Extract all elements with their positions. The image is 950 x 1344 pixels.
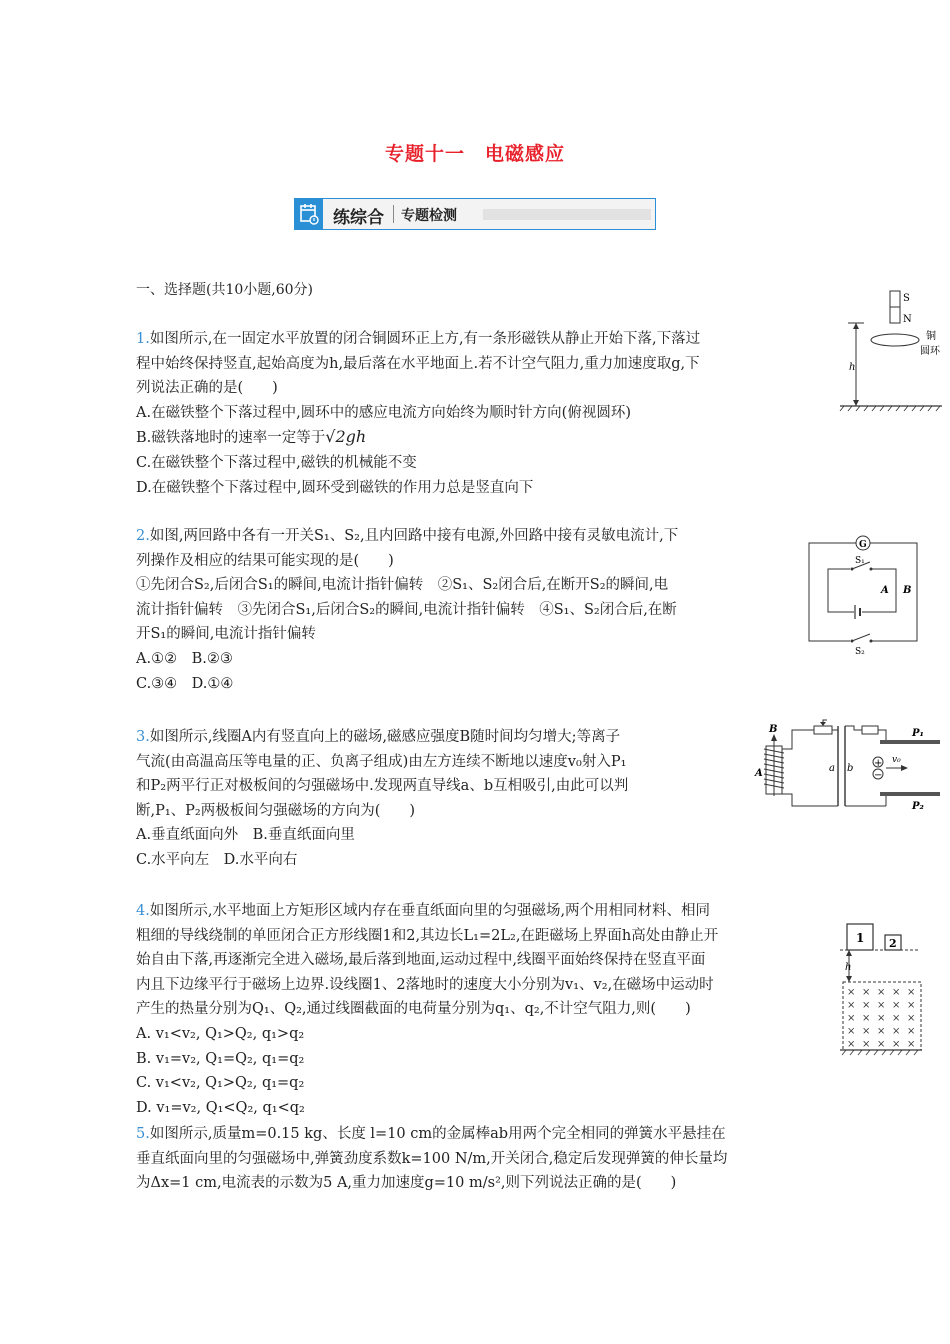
banner-main: 练综合 bbox=[333, 208, 384, 228]
label-wire-a: a bbox=[829, 763, 835, 774]
banner-divider bbox=[393, 205, 394, 223]
question-text: 内且下边缘平行于磁场上边界.设线圈1、2落地时的速度大小分别为v₁、v₂,在磁场中运动时 bbox=[136, 976, 714, 993]
question-text: 如图所示,线圈A内有竖直向上的磁场,磁感应强度B随时间均匀增大;等离子 bbox=[149, 729, 621, 745]
label-s2: S₂ bbox=[855, 647, 865, 657]
label-loop-a: A bbox=[881, 585, 889, 596]
svg-text:×: × bbox=[877, 1000, 886, 1011]
svg-text:×: × bbox=[907, 1000, 916, 1011]
label-n: N bbox=[903, 314, 912, 325]
label-loop-b: B bbox=[903, 585, 912, 596]
banner-sub: 专题检测 bbox=[401, 208, 457, 224]
question-text: 垂直纸面向里的匀强磁场中,弹簧劲度系数k=100 N/m,开关闭合,稳定后发现弹簧的伸长量均 bbox=[136, 1150, 728, 1167]
question-text: 断,P₁、P₂两极板间匀强磁场的方向为( ) bbox=[136, 802, 416, 819]
svg-text:×: × bbox=[877, 1026, 886, 1037]
svg-text:×: × bbox=[907, 1039, 916, 1050]
galvanometer-label: G bbox=[859, 540, 867, 550]
plus-ion: + bbox=[874, 758, 883, 769]
question-3 bbox=[136, 725, 628, 873]
svg-text:×: × bbox=[907, 1026, 916, 1037]
question-2 bbox=[136, 524, 678, 696]
svg-text:×: × bbox=[847, 1000, 856, 1011]
svg-text:×: × bbox=[862, 1013, 871, 1024]
question-text: ①先闭合S₂,后闭合S₁的瞬间,电流计指针偏转 ②S₁、S₂闭合后,在断开S₂的瞬间,电 bbox=[136, 577, 669, 594]
option-b: B.磁铁落地时的速率一定等于 bbox=[136, 430, 326, 447]
question-text: 为Δx=1 cm,电流表的示数为5 A,重力加速度g=10 m/s²,则下列说法正确的是( ) bbox=[136, 1175, 677, 1192]
label-coil-a: A bbox=[755, 768, 763, 779]
svg-text:×: × bbox=[862, 1000, 871, 1011]
option-a: A.在磁铁整个下落过程中,圆环中的感应电流方向始终为顺时针方向(俯视圆环) bbox=[136, 404, 632, 421]
svg-text:×: × bbox=[862, 1026, 871, 1037]
banner-bar bbox=[483, 209, 651, 220]
question-text: 如图,两回路中各有一开关S₁、S₂,且内回路中接有电源,外回路中接有灵敏电流计,下 bbox=[149, 528, 679, 544]
question-number: 3. bbox=[136, 729, 150, 745]
option-c: C. v₁<v₂, Q₁>Q₂, q₁=q₂ bbox=[136, 1075, 305, 1092]
label-ring-2: 圆环 bbox=[920, 346, 940, 357]
minus-ion: − bbox=[874, 770, 883, 781]
question-text: 程中始终保持竖直,起始高度为h,最后落在水平地面上.若不计空气阻力,重力加速度取g,下 bbox=[136, 355, 700, 372]
label-p1: P₁ bbox=[912, 728, 924, 739]
formula: √2gh bbox=[325, 427, 367, 447]
question-text: 开S₁的瞬间,电流计指针偏转 bbox=[136, 626, 316, 643]
svg-text:×: × bbox=[892, 1013, 901, 1024]
svg-text:×: × bbox=[847, 1013, 856, 1024]
coil-2-label: 2 bbox=[889, 937, 897, 950]
svg-text:×: × bbox=[847, 987, 856, 998]
option-c: C.在磁铁整个下落过程中,磁铁的机械能不变 bbox=[136, 454, 417, 471]
svg-text:×: × bbox=[847, 1026, 856, 1037]
option-d: D. v₁=v₂, Q₁<Q₂, q₁<q₂ bbox=[136, 1099, 305, 1116]
svg-text:×: × bbox=[877, 987, 886, 998]
question-text: 始自由下落,再逐渐完全进入磁场,最后落到地面,运动过程中,线圈平面始终保持在竖直平面 bbox=[136, 952, 706, 969]
svg-text:×: × bbox=[877, 1013, 886, 1024]
svg-text:×: × bbox=[847, 1039, 856, 1050]
calendar-icon bbox=[295, 199, 323, 229]
label-h: h bbox=[845, 962, 852, 973]
options-row-2: C.③④ D.①④ bbox=[136, 675, 234, 692]
svg-text:×: × bbox=[877, 1039, 886, 1050]
label-v0: v₀ bbox=[892, 755, 901, 765]
svg-text:×: × bbox=[862, 1039, 871, 1050]
section-heading: 一、选择题(共10小题,60分) bbox=[136, 282, 314, 298]
coil-1-label: 1 bbox=[856, 931, 865, 945]
label-s1: S₁ bbox=[855, 556, 865, 566]
svg-text:×: × bbox=[892, 1039, 901, 1050]
svg-text:×: × bbox=[892, 1000, 901, 1011]
options-row-1: A.①② B.②③ bbox=[136, 650, 233, 667]
question-text: 列操作及相应的结果可能实现的是( ) bbox=[136, 552, 394, 569]
question-text: 粗细的导线绕制的单匝闭合正方形线圈1和2,其边长L₁=2L₂,在距磁场上界面h高处由静止开 bbox=[136, 927, 719, 944]
options-row-2: C.水平向左 D.水平向右 bbox=[136, 851, 298, 868]
question-text: 如图所示,在一固定水平放置的闭合铜圆环正上方,有一条形磁铁从静止开始下落,下落过 bbox=[149, 331, 701, 347]
option-b: B. v₁=v₂, Q₁=Q₂, q₁=q₂ bbox=[136, 1050, 305, 1067]
option-d: D.在磁铁整个下落过程中,圆环受到磁铁的作用力总是竖直向下 bbox=[136, 479, 534, 496]
svg-text:×: × bbox=[862, 987, 871, 998]
section-banner bbox=[294, 198, 656, 230]
question-text: 如图所示,质量m=0.15 kg、长度 l=10 cm的金属棒ab用两个完全相同的弹簧水平悬挂在 bbox=[149, 1126, 726, 1142]
label-p2: P₂ bbox=[912, 801, 924, 812]
label-s: S bbox=[903, 293, 910, 304]
svg-text:×: × bbox=[892, 1026, 901, 1037]
question-text: 气流(由高温高压等电量的正、负离子组成)由左方连续不断地以速度v₀射入P₁ bbox=[136, 753, 627, 770]
svg-text:×: × bbox=[907, 1013, 916, 1024]
question-text: 如图所示,水平地面上方矩形区域内存在垂直纸面向里的匀强磁场,两个用相同材料、相同 bbox=[149, 903, 711, 919]
question-text: 和P₂两平行正对极板间的匀强磁场中.发现两直导线a、b互相吸引,由此可以判 bbox=[136, 778, 629, 795]
options-row-1: A.垂直纸面向外 B.垂直纸面向里 bbox=[136, 827, 355, 844]
label-wire-b: b bbox=[847, 763, 854, 774]
figure-coil-plates bbox=[752, 716, 942, 818]
question-number: 4. bbox=[136, 903, 150, 919]
label-b: B bbox=[769, 724, 778, 735]
label-h: h bbox=[849, 362, 856, 373]
option-a: A. v₁<v₂, Q₁>Q₂, q₁>q₂ bbox=[136, 1025, 305, 1042]
figure-circuit bbox=[804, 533, 920, 661]
svg-text:×: × bbox=[907, 987, 916, 998]
question-text: 流计指针偏转 ③先闭合S₁,后闭合S₂的瞬间,电流计指针偏转 ④S₁、S₂闭合后,在断 bbox=[136, 601, 677, 618]
question-1 bbox=[136, 327, 700, 500]
question-number: 2. bbox=[136, 528, 150, 544]
label-ring-1: 铜 bbox=[926, 331, 936, 342]
question-5 bbox=[136, 1122, 727, 1196]
svg-text:×: × bbox=[892, 987, 901, 998]
figure-magnet-ring bbox=[836, 288, 944, 416]
question-number: 1. bbox=[136, 331, 150, 347]
page-title: 专题十一 电磁感应 bbox=[384, 143, 565, 165]
question-4 bbox=[136, 899, 718, 1120]
figure-falling-coils bbox=[836, 918, 926, 1060]
question-text: 列说法正确的是( ) bbox=[136, 380, 278, 397]
question-text: 产生的热量分别为Q₁、Q₂,通过线圈截面的电荷量分别为q₁、q₂,不计空气阻力,则( ) bbox=[136, 1001, 691, 1018]
question-number: 5. bbox=[136, 1126, 150, 1142]
